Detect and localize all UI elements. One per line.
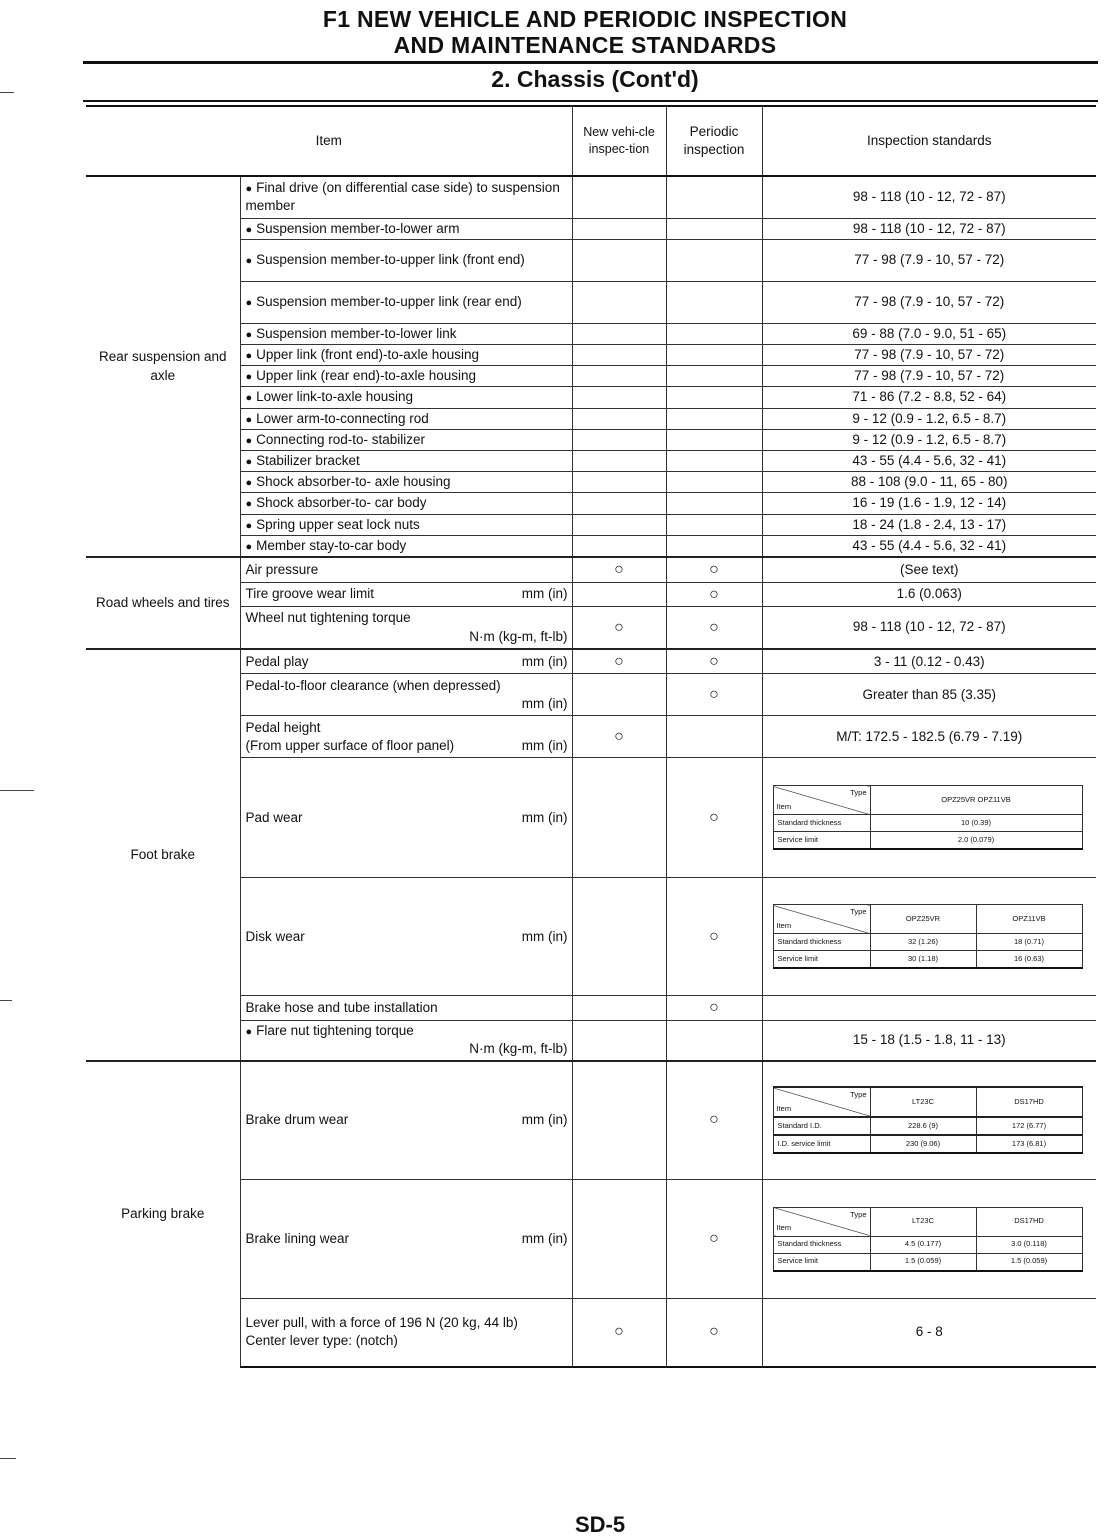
item-label: Suspension member-to-upper link (front end): [256, 252, 525, 268]
periodic-check: ○: [666, 1180, 762, 1299]
item-label: Upper link (front end)-to-axle housing: [256, 346, 480, 362]
spec-label: Standard I.D.: [773, 1117, 870, 1135]
spec-header-row: [773, 786, 1082, 815]
spec-value: 32 (1.26): [870, 934, 976, 951]
periodic-cell: [666, 239, 762, 281]
standard-value: 98 - 118 (10 - 12, 72 - 87): [762, 176, 1096, 218]
spec-header-row: [773, 905, 1082, 934]
unit-label: mm (in): [521, 809, 568, 825]
standard-value: 71 - 86 (7.2 - 8.8, 52 - 64): [762, 387, 1096, 408]
item-label-line2: Center lever type: (notch): [245, 1333, 398, 1349]
item-label: Lower arm-to-connecting rod: [256, 410, 429, 426]
bullet-icon: ●: [245, 456, 253, 469]
item-label: Brake drum wear: [245, 1112, 349, 1128]
item-cell: [240, 1021, 572, 1061]
type-value: DS17HD: [976, 1207, 1082, 1236]
type-item-header: [773, 786, 870, 815]
spec-label: Standard thickness: [773, 1236, 870, 1253]
spec-row: [773, 832, 1082, 850]
bullet-icon: ●: [245, 434, 253, 447]
type-item-header: [773, 905, 870, 934]
standard-value: 98 - 118 (10 - 12, 72 - 87): [762, 607, 1096, 649]
unit-label: mm (in): [521, 737, 568, 753]
item-cell: [240, 239, 572, 281]
unit-label: N·m (kg-m, ft-lb): [469, 628, 568, 644]
new-vehicle-cell: [572, 1021, 666, 1061]
spec-label: Service limit: [773, 951, 870, 969]
standard-value: Greater than 85 (3.35): [762, 674, 1096, 716]
standard-value: 69 - 88 (7.0 - 9.0, 51 - 65): [762, 323, 1096, 344]
spec-row: [773, 934, 1082, 951]
spec-value: 16 (0.63): [976, 951, 1082, 969]
type-value: OPZ11VB: [976, 905, 1082, 934]
bullet-icon: ●: [245, 392, 253, 405]
margin-mark: [0, 790, 34, 791]
spec-row: [773, 951, 1082, 969]
item-label: Brake lining wear: [245, 1230, 350, 1246]
item-cell: [240, 1061, 572, 1180]
new-vehicle-cell: [572, 493, 666, 514]
spec-label: Standard thickness: [773, 934, 870, 951]
spec-value: 172 (6.77): [976, 1117, 1082, 1135]
type-label: Type: [850, 788, 867, 798]
item-label: Lever pull, with a force of 196 N (20 kg, 44 lb): [245, 1315, 518, 1331]
new-vehicle-cell: [572, 472, 666, 493]
page-number: SD-5: [574, 1512, 626, 1537]
periodic-cell: [666, 366, 762, 387]
type-label: Type: [850, 1090, 867, 1100]
new-vehicle-cell: [572, 239, 666, 281]
item-label: Suspension member-to-lower arm: [256, 220, 460, 236]
disk-wear-spec-table: [773, 904, 1083, 969]
standard-value: 88 - 108 (9.0 - 11, 65 - 80): [762, 472, 1096, 493]
group-rear-suspension: Rear suspension and axle: [86, 176, 240, 557]
new-vehicle-cell: [572, 408, 666, 429]
standards-cell: [762, 1180, 1096, 1299]
bullet-icon: ●: [245, 498, 253, 511]
standard-value: 16 - 19 (1.6 - 1.9, 12 - 14): [762, 493, 1096, 514]
item-cell: [240, 649, 572, 674]
standard-value: M/T: 172.5 - 182.5 (6.79 - 7.19): [762, 716, 1096, 758]
item-cell: [240, 1180, 572, 1299]
title-rule-bottom: [83, 100, 1098, 102]
new-vehicle-cell: [572, 176, 666, 218]
spec-value: 3.0 (0.118): [976, 1236, 1082, 1253]
bullet-icon: ●: [245, 371, 253, 384]
new-vehicle-cell: [572, 514, 666, 535]
bullet-icon: ●: [245, 297, 253, 310]
item-label: Stabilizer bracket: [256, 453, 360, 469]
spec-label: Service limit: [773, 832, 870, 850]
new-vehicle-cell: [572, 758, 666, 878]
standard-value: 9 - 12 (0.9 - 1.2, 6.5 - 8.7): [762, 408, 1096, 429]
item-label: Shock absorber-to- car body: [256, 495, 427, 511]
bullet-icon: ●: [245, 349, 253, 362]
spec-value: 228.6 (9): [870, 1117, 976, 1135]
item-cell: [240, 387, 572, 408]
periodic-check: ○: [666, 607, 762, 649]
item-label: Member stay-to-car body: [256, 537, 407, 553]
item-cell: [240, 429, 572, 450]
bullet-icon: ●: [245, 540, 253, 553]
item-label: Item: [776, 802, 792, 812]
periodic-cell: [666, 716, 762, 758]
item-cell: [240, 674, 572, 716]
title-line-1: F1 NEW VEHICLE AND PERIODIC INSPECTION: [322, 6, 848, 32]
bullet-icon: ●: [245, 1026, 253, 1039]
periodic-cell: [666, 323, 762, 344]
periodic-cell: [666, 1021, 762, 1061]
item-cell: [240, 493, 572, 514]
type-item-header: [773, 1087, 870, 1117]
item-label: Pad wear: [245, 809, 303, 825]
unit-label: mm (in): [521, 653, 568, 669]
item-cell: [240, 514, 572, 535]
standard-value: 6 - 8: [762, 1299, 1096, 1367]
type-label: Type: [850, 1209, 867, 1219]
spec-label: Service limit: [773, 1253, 870, 1271]
drum-wear-spec-table: [773, 1086, 1083, 1154]
periodic-cell: [666, 429, 762, 450]
standard-value: 9 - 12 (0.9 - 1.2, 6.5 - 8.7): [762, 429, 1096, 450]
unit-label: mm (in): [521, 1112, 568, 1128]
item-label: Item: [776, 1104, 792, 1114]
spec-row: [773, 1117, 1082, 1135]
periodic-check: ○: [666, 878, 762, 996]
lining-wear-spec-table: [773, 1207, 1083, 1272]
item-label: Connecting rod-to- stabilizer: [256, 431, 425, 447]
item-label: Final drive (on differential case side) to suspension member: [245, 180, 560, 214]
item-cell: [240, 607, 572, 649]
new-vehicle-check: ○: [572, 557, 666, 582]
item-cell: [240, 716, 572, 758]
standard-value: 1.6 (0.063): [762, 582, 1096, 607]
spec-value: 4.5 (0.177): [870, 1236, 976, 1253]
periodic-cell: [666, 514, 762, 535]
new-vehicle-cell: [572, 1061, 666, 1180]
item-cell: [240, 451, 572, 472]
new-vehicle-check: ○: [572, 607, 666, 649]
spec-value: 1.5 (0.059): [976, 1253, 1082, 1271]
standard-value: 3 - 11 (0.12 - 0.43): [762, 649, 1096, 674]
spec-row: [773, 815, 1082, 832]
bullet-icon: ●: [245, 328, 253, 341]
item-cell: [240, 878, 572, 996]
type-value: OPZ25VR: [870, 905, 976, 934]
item-label: Brake hose and tube installation: [240, 996, 572, 1021]
pad-wear-spec-table: [773, 785, 1083, 850]
item-cell: [240, 366, 572, 387]
new-vehicle-cell: [572, 674, 666, 716]
group-foot-brake: Foot brake: [86, 649, 240, 1061]
periodic-check: ○: [666, 649, 762, 674]
bullet-icon: ●: [245, 477, 253, 490]
item-label: Spring upper seat lock nuts: [256, 516, 420, 532]
table-row: [86, 1061, 1096, 1180]
unit-label: mm (in): [521, 586, 568, 602]
periodic-cell: [666, 451, 762, 472]
new-vehicle-check: ○: [572, 649, 666, 674]
item-label: Item: [776, 921, 792, 931]
spec-row: [773, 1135, 1082, 1153]
periodic-check: ○: [666, 1299, 762, 1367]
item-label: Flare nut tightening torque: [256, 1023, 414, 1039]
bullet-icon: ●: [245, 223, 253, 236]
col-header-periodic: Periodic inspection: [666, 106, 762, 176]
item-cell: [240, 582, 572, 607]
type-label: Type: [850, 907, 867, 917]
periodic-check: ○: [666, 758, 762, 878]
bullet-icon: ●: [245, 413, 253, 426]
type-item-header: [773, 1207, 870, 1236]
new-vehicle-cell: [572, 366, 666, 387]
standard-value: 43 - 55 (4.4 - 5.6, 32 - 41): [762, 535, 1096, 557]
spec-value: 1.5 (0.059): [870, 1253, 976, 1271]
bullet-icon: ●: [245, 519, 253, 532]
standard-value: 43 - 55 (4.4 - 5.6, 32 - 41): [762, 451, 1096, 472]
item-label: Suspension member-to-upper link (rear end): [256, 294, 522, 310]
group-parking-brake: Parking brake: [86, 1061, 240, 1367]
standard-value: [762, 996, 1096, 1021]
margin-mark: [0, 1000, 12, 1001]
item-label: Disk wear: [245, 928, 305, 944]
new-vehicle-cell: [572, 582, 666, 607]
standard-value: 77 - 98 (7.9 - 10, 57 - 72): [762, 239, 1096, 281]
item-cell: [240, 1299, 572, 1367]
type-value: OPZ25VR OPZ11VB: [870, 786, 1082, 815]
periodic-cell: [666, 176, 762, 218]
new-vehicle-cell: [572, 429, 666, 450]
periodic-check: ○: [666, 1061, 762, 1180]
table-row: [86, 649, 1096, 674]
spec-value: 173 (6.81): [976, 1135, 1082, 1153]
item-cell: [240, 176, 572, 218]
new-vehicle-cell: [572, 996, 666, 1021]
new-vehicle-cell: [572, 281, 666, 323]
standard-value: 77 - 98 (7.9 - 10, 57 - 72): [762, 344, 1096, 365]
new-vehicle-cell: [572, 387, 666, 408]
item-label: Upper link (rear end)-to-axle housing: [256, 368, 477, 384]
unit-label: mm (in): [521, 1230, 568, 1246]
spec-header-row: [773, 1207, 1082, 1236]
periodic-check: ○: [666, 996, 762, 1021]
table-row: [86, 557, 1096, 582]
item-label: Air pressure: [240, 557, 572, 582]
type-value: LT23C: [870, 1207, 976, 1236]
item-cell: [240, 281, 572, 323]
standard-value: (See text): [762, 557, 1096, 582]
periodic-cell: [666, 408, 762, 429]
item-label: Tire groove wear limit: [245, 586, 375, 602]
standards-cell: [762, 1061, 1096, 1180]
standard-value: 15 - 18 (1.5 - 1.8, 11 - 13): [762, 1021, 1096, 1061]
new-vehicle-cell: [572, 323, 666, 344]
item-label: Lower link-to-axle housing: [256, 389, 413, 405]
item-cell: [240, 344, 572, 365]
periodic-cell: [666, 344, 762, 365]
standards-cell: [762, 878, 1096, 996]
spec-value: 2.0 (0.079): [870, 832, 1082, 850]
margin-mark: [0, 92, 14, 93]
new-vehicle-cell: [572, 344, 666, 365]
new-vehicle-check: ○: [572, 716, 666, 758]
new-vehicle-cell: [572, 535, 666, 557]
item-cell: [240, 323, 572, 344]
periodic-cell: [666, 281, 762, 323]
title-line-2: AND MAINTENANCE STANDARDS: [393, 32, 777, 58]
group-road-wheels: Road wheels and tires: [86, 557, 240, 649]
new-vehicle-cell: [572, 1180, 666, 1299]
spec-value: 10 (0.39): [870, 815, 1082, 832]
periodic-check: ○: [666, 674, 762, 716]
item-label-line2: (From upper surface of floor panel): [245, 737, 455, 753]
item-cell: [240, 472, 572, 493]
item-cell: [240, 218, 572, 239]
periodic-cell: [666, 535, 762, 557]
unit-label: mm (in): [521, 928, 568, 944]
standard-value: 77 - 98 (7.9 - 10, 57 - 72): [762, 281, 1096, 323]
periodic-cell: [666, 472, 762, 493]
spec-label: I.D. service limit: [773, 1135, 870, 1153]
spec-value: 18 (0.71): [976, 934, 1082, 951]
title-rule-top: [83, 61, 1098, 64]
col-header-standards: Inspection standards: [762, 106, 1096, 176]
bullet-icon: ●: [245, 183, 253, 196]
spec-row: [773, 1253, 1082, 1271]
margin-mark: [0, 1458, 16, 1459]
item-label: Suspension member-to-lower link: [256, 325, 457, 341]
type-value: LT23C: [870, 1087, 976, 1117]
table-header-row: [86, 106, 1096, 176]
periodic-cell: [666, 218, 762, 239]
spec-label: Standard thickness: [773, 815, 870, 832]
spec-value: 230 (9.06): [870, 1135, 976, 1153]
item-cell: [240, 408, 572, 429]
periodic-check: ○: [666, 582, 762, 607]
periodic-check: ○: [666, 557, 762, 582]
spec-value: 30 (1.18): [870, 951, 976, 969]
item-label: Pedal-to-floor clearance (when depressed): [245, 677, 501, 693]
new-vehicle-cell: [572, 878, 666, 996]
standard-value: 98 - 118 (10 - 12, 72 - 87): [762, 218, 1096, 239]
periodic-cell: [666, 387, 762, 408]
new-vehicle-cell: [572, 451, 666, 472]
table-row: [86, 176, 1096, 218]
new-vehicle-cell: [572, 218, 666, 239]
item-label: Pedal play: [245, 653, 309, 669]
unit-label: N·m (kg-m, ft-lb): [469, 1041, 568, 1057]
new-vehicle-check: ○: [572, 1299, 666, 1367]
inspection-table: [86, 105, 1096, 1368]
standard-value: 18 - 24 (1.8 - 2.4, 13 - 17): [762, 514, 1096, 535]
item-label: Shock absorber-to- axle housing: [256, 474, 451, 490]
standard-value: 77 - 98 (7.9 - 10, 57 - 72): [762, 366, 1096, 387]
item-cell: [240, 535, 572, 557]
standards-cell: [762, 758, 1096, 878]
item-cell: [240, 758, 572, 878]
bullet-icon: ●: [245, 255, 253, 268]
spec-header-row: [773, 1087, 1082, 1117]
col-header-new-vehicle: New vehi-cle inspec-tion: [572, 106, 666, 176]
item-label: Wheel nut tightening torque: [245, 610, 411, 626]
periodic-cell: [666, 493, 762, 514]
section-title: 2. Chassis (Cont'd): [491, 66, 699, 92]
item-label: Pedal height: [245, 719, 321, 735]
col-header-item: Item: [86, 106, 572, 176]
item-label: Item: [776, 1223, 792, 1233]
type-value: DS17HD: [976, 1087, 1082, 1117]
unit-label: mm (in): [521, 695, 568, 711]
spec-row: [773, 1236, 1082, 1253]
